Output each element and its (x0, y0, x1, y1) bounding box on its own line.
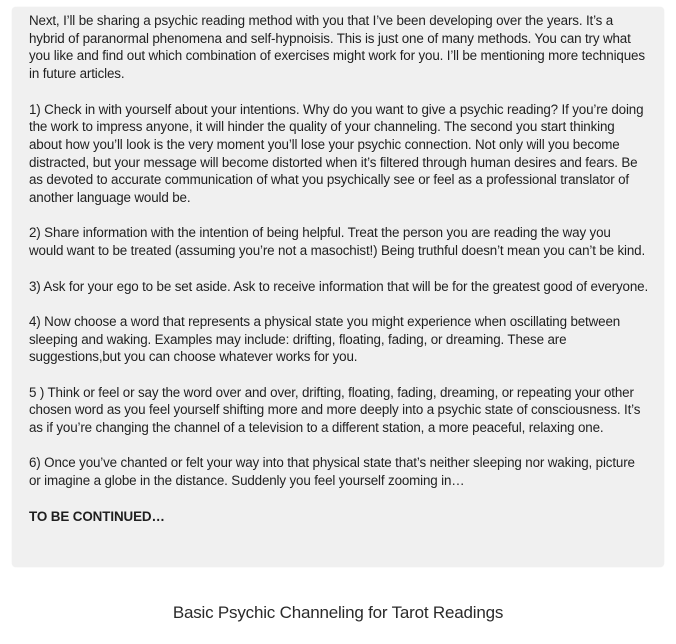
paragraph-step-5: 5 ) Think or feel or say the word over and over, drifting, floating, fading, dreaming, or repeating your other chosen word as you feel yourself shifting more and more deeply into a psychic state of consciousness. It’s as if you’re changing the channel of a television to a different station, a more peaceful, relaxing one. (29, 384, 641, 436)
article-panel (12, 7, 664, 567)
image-caption: Basic Psychic Channeling for Tarot Readings (172, 603, 504, 622)
paragraph-step-1: 1) Check in with yourself about your intentions. Why do you want to give a psychic reading? If you’re doing the work to impress anyone, it will hinder the quality of your channeling. The second you start thinking about how you’ll look is the very moment you’ll lose your psychic connection. Not only will you become distracted, but your message will become distorted when it’s filtered through human desires and fears. Be as devoted to accurate communication of what you psychically see or feel as a professional translator of another language would be. (29, 101, 644, 206)
paragraph-intro: Next, I’ll be sharing a psychic reading method with you that I’ve been developing over the years. It’s a hybrid of paranormal phenomena and self-hypnoisis. This is just one of many methods. You can try what you like and find out which combination of exercises might work for you. I’ll be mentioning more techniques in future articles. (29, 13, 645, 82)
to-be-continued: TO BE CONTINUED… (29, 508, 165, 524)
paragraph-step-3: 3) Ask for your ego to be set aside. Ask to receive information that will be for the greatest good of everyone. (29, 278, 649, 294)
paragraph-step-6: 6) Once you’ve chanted or felt your way into that physical state that’s neither sleeping nor waking, picture or imagine a globe in the distance. Suddenly you feel yourself zooming in… (29, 455, 635, 489)
paragraph-step-4: 4) Now choose a word that represents a physical state you might experience when oscillating between sleeping and waking. Examples may include: drifting, floating, fading, or dreaming. These are suggestions,but you can choose whatever works for you. (29, 313, 621, 365)
paragraph-step-2: 2) Share information with the intention of being helpful. Treat the person you are reading the way you would want to be treated (assuming you’re not a masochist!) Being truthful doesn’t mean you can’t be kind. (29, 225, 646, 259)
